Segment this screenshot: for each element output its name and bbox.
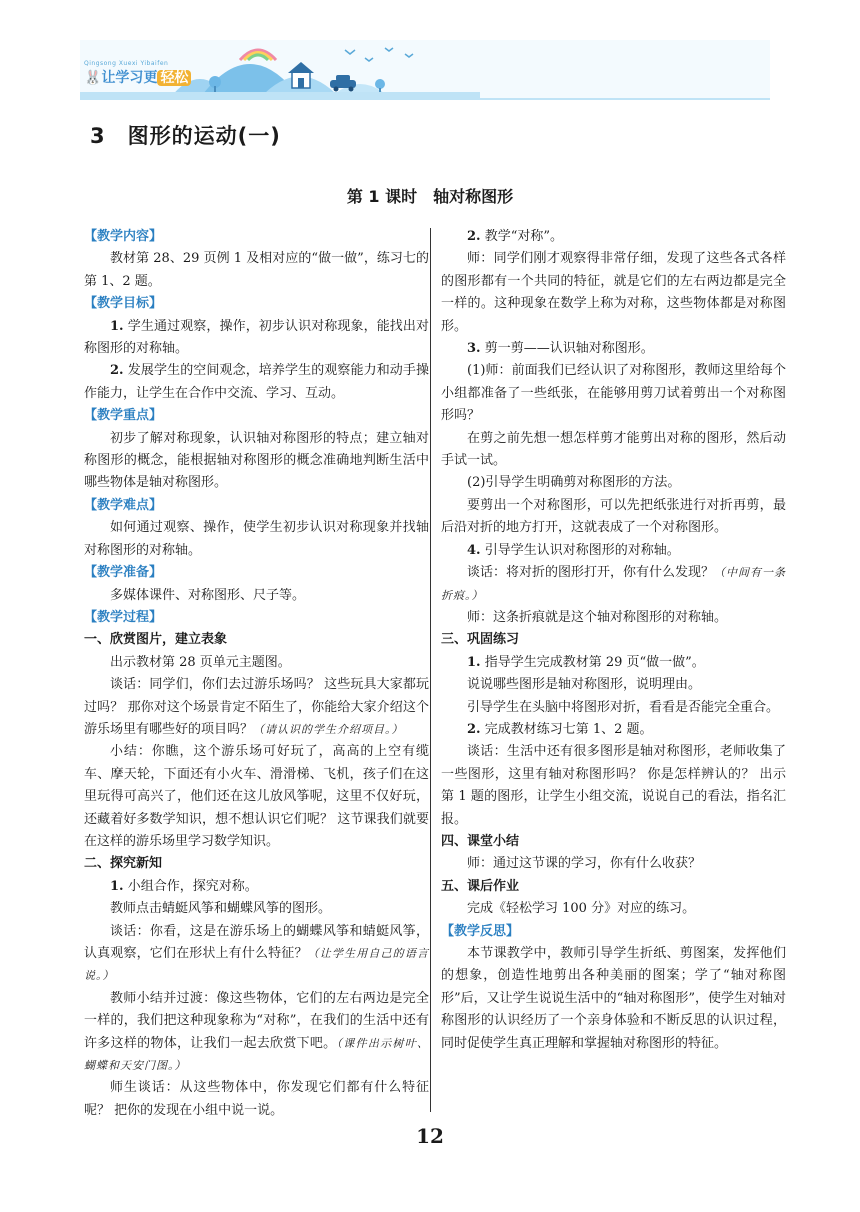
section-tag: 【教学难点】 xyxy=(84,497,163,513)
page-number: 12 xyxy=(416,1124,444,1148)
paragraph: 教师小结并过渡：像这些物体，它们的左右两边是完全一样的，我们把这种现象称为“对称”，在我们的生活中还有许多这样的物体，让我们一起去欣赏下吧。（课件出示树叶、蝴蝶和天安门图。） xyxy=(84,990,429,1073)
paragraph: 1. 指导学生完成教材第 29 页“做一做”。 xyxy=(467,654,705,670)
paragraph: 教师点击蜻蜓风筝和蝴蝶风筝的图形。 xyxy=(110,901,332,917)
section-heading: 三、巩固练习 xyxy=(441,632,520,648)
paragraph: 师：通过这节课的学习，你有什么收获？ xyxy=(467,856,702,872)
paragraph: 如何通过观察、操作，使学生初步认识对称现象并找轴对称图形的对称轴。 xyxy=(84,520,429,558)
section-heading: 五、课后作业 xyxy=(441,878,520,894)
right-column xyxy=(441,226,786,1055)
section-tag: 【教学目标】 xyxy=(84,296,163,312)
section-heading: 四、课堂小结 xyxy=(441,833,520,849)
section-heading: 一、欣赏图片，建立表象 xyxy=(84,632,228,648)
brand-logo xyxy=(84,60,191,87)
paragraph: 师：同学们刚才观察得非常仔细，发现了这些各式各样的图形都有一个共同的特征，就是它们的左右两边都是完全一样的。这种现象在数学上称为对称，这些物体都是对称图形。 xyxy=(441,251,786,334)
paragraph: 师生谈话：从这些物体中，你发现它们都有什么特征呢？ 把你的发现在小组中说一说。 xyxy=(84,1080,429,1118)
paragraph: 4. 引导学生认识对称图形的对称轴。 xyxy=(467,542,680,558)
chapter-title: 3 图形的运动(一) xyxy=(90,124,281,148)
paragraph: 出示教材第 28 页单元主题图。 xyxy=(110,654,291,670)
paragraph: 在剪之前先想一想怎样剪才能剪出对称的图形，然后动手试一试。 xyxy=(441,430,786,469)
paragraph: 说说哪些图形是轴对称图形，说明理由。 xyxy=(467,677,702,693)
header-rule xyxy=(80,98,770,100)
lesson-title: 第 1 课时 轴对称图形 xyxy=(346,187,514,206)
paragraph: 完成《轻松学习 100 分》对应的练习。 xyxy=(467,901,696,917)
paragraph: 要剪出一个对称图形，可以先把纸张进行对折再剪，最后沿对折的地方打开，这就表成了一个对称图形。 xyxy=(441,497,786,536)
section-heading: 二、探究新知 xyxy=(84,856,163,872)
column-divider xyxy=(430,228,431,1112)
paragraph: 2. 教学“对称”。 xyxy=(467,229,564,244)
paragraph: 谈话：你看，这是在游乐场上的蝴蝶风筝和蜻蜓风筝，认真观察，它们在形状上有什么特征？（让学生用自己的语言说。） xyxy=(84,923,429,983)
paragraph: 2. 完成教材练习七第 1、2 题。 xyxy=(467,721,653,737)
paragraph: 引导学生在头脑中将图形对折，看看是否能完全重合。 xyxy=(467,699,780,715)
paragraph: 1. 学生通过观察，操作，初步认识对称现象，能找出对称图形的对称轴。 xyxy=(84,318,429,357)
logo-text: 🐰让学习更 轻松 xyxy=(84,67,191,87)
section-tag: 【教学重点】 xyxy=(84,408,163,424)
section-tag: 【教学过程】 xyxy=(84,609,163,625)
logo-rabbit-icon: 🐰 xyxy=(84,70,102,86)
left-column xyxy=(84,226,429,1122)
section-tag: 【教学内容】 xyxy=(84,229,163,244)
paragraph: 1. 小组合作，探究对称。 xyxy=(110,878,258,894)
paragraph: 初步了解对称现象，认识轴对称图形的特点；建立轴对称图形的概念，能根据轴对称图形的概念准确地判断生活中哪些物体是轴对称图形。 xyxy=(84,430,429,491)
section-tag: 【教学准备】 xyxy=(84,565,163,581)
paragraph: 2. 发展学生的空间观念，培养学生的观察能力和动手操作能力，让学生在合作中交流、学习、互动。 xyxy=(84,363,429,401)
paragraph: 小结：你瞧，这个游乐场可好玩了，高高的上空有缆车、摩天轮，下面还有小火车、滑滑梯、飞机，孩子们在这里玩得可高兴了，他们还在这儿放风筝呢，这里不仅好玩，还藏着好多数学知识，想不想认识它们呢？ 这节课我们就要在这样的游乐场里学习数学知识。 xyxy=(84,744,429,849)
paragraph: 谈话：同学们，你们去过游乐场吗？ 这些玩具大家都玩过吗？ 那你对这个场景肯定不陌生了，你能给大家介绍这个游乐场里有哪些好的项目吗？（请认识的学生介绍项目。） xyxy=(84,677,429,737)
paragraph: 3. 剪一剪——认识轴对称图形。 xyxy=(467,341,654,357)
paragraph: 教材第 28、29 页例 1 及相对应的“做一做”，练习七的第 1、2 题。 xyxy=(84,251,429,289)
paragraph: 谈话：将对折的图形打开，你有什么发现？（中间有一条折痕。） xyxy=(441,565,787,602)
header-banner xyxy=(0,0,860,100)
section-tag: 【教学反思】 xyxy=(441,923,520,939)
paragraph: 本节课教学中，教师引导学生折纸、剪图案，发挥他们的想象，创造性地剪出各种美丽的图案；学了“轴对称图形”后，又让学生说说生活中的“轴对称图形”，使学生对轴对称图形的认识经历了一个亲身体验和不断反思的认识过程，同时促使学生真正理解和掌握轴对称图形的特征。 xyxy=(441,946,786,1051)
logo-pinyin: Qingsong Xuexi Yibaifen xyxy=(84,60,169,67)
paragraph: 师：这条折痕就是这个轴对称图形的对称轴。 xyxy=(467,609,728,625)
paragraph: 谈话：生活中还有很多图形是轴对称图形，老师收集了一些图形，这里有轴对称图形吗？ 你是怎样辨认的？ 出示第 1 题的图形，让学生小组交流，说说自己的看法，指名汇报。 xyxy=(441,744,786,827)
paragraph: 多媒体课件、对称图形、尺子等。 xyxy=(110,587,306,603)
paragraph: (2)引导学生明确剪对称图形的方法。 xyxy=(467,475,681,491)
paragraph: (1)师：前面我们已经认识了对称图形，教师这里给每个小组都准备了一些纸张，在能够用剪刀试着剪出一个对称图形吗？ xyxy=(441,363,786,424)
